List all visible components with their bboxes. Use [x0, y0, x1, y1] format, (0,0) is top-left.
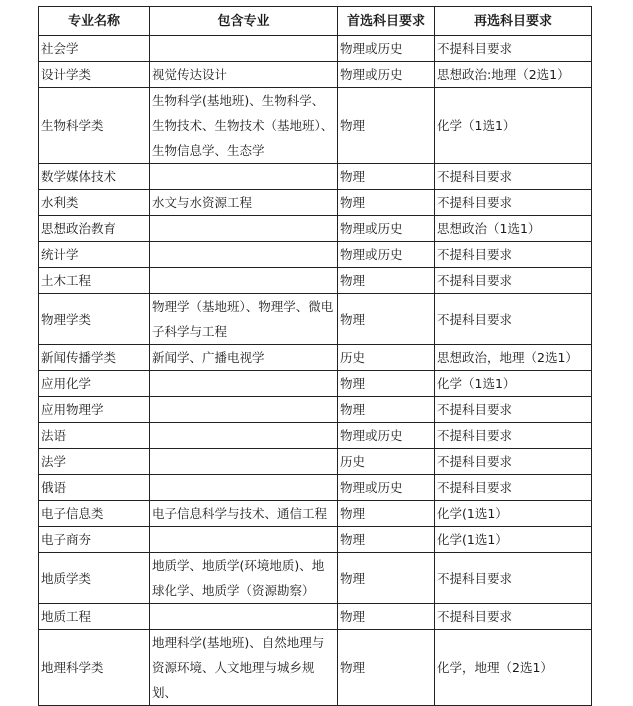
included-majors-cell: 地理科学(基地班)、自然地理与资源环境、人文地理与城乡规划、	[150, 630, 338, 706]
first-subject-cell: 物理	[338, 88, 435, 164]
second-subject-cell: 化学(1选1）	[435, 501, 592, 527]
major-name-cell: 新闻传播学类	[39, 345, 150, 371]
major-name-cell: 数学媒体技术	[39, 164, 150, 190]
first-subject-cell: 物理	[338, 604, 435, 630]
major-name-cell: 统计学	[39, 242, 150, 268]
first-subject-cell: 物理	[338, 553, 435, 604]
first-subject-cell: 物理	[338, 397, 435, 423]
major-name-cell: 设计学类	[39, 62, 150, 88]
major-name-cell: 法学	[39, 449, 150, 475]
second-subject-cell: 不提科目要求	[435, 164, 592, 190]
included-majors-cell: 地质学、地质学(环境地质)、地球化学、地质学（资源勘察）	[150, 553, 338, 604]
included-majors-cell	[150, 604, 338, 630]
header-second-subject: 再选科目要求	[435, 7, 592, 36]
major-name-cell: 地质学类	[39, 553, 150, 604]
first-subject-cell: 物理	[338, 630, 435, 706]
included-majors-cell	[150, 164, 338, 190]
table-row	[39, 423, 592, 449]
first-subject-cell: 物理或历史	[338, 423, 435, 449]
table-row	[39, 553, 592, 604]
table-row	[39, 449, 592, 475]
included-majors-cell: 生物科学(基地班)、生物科学、生物技术、生物技术（基地班）、生物信息学、生态学	[150, 88, 338, 164]
second-subject-cell: 思想政治（1选1）	[435, 216, 592, 242]
major-name-cell: 电子信息类	[39, 501, 150, 527]
included-majors-cell	[150, 242, 338, 268]
major-name-cell: 社会学	[39, 36, 150, 62]
included-majors-cell	[150, 527, 338, 553]
second-subject-cell: 不提科目要求	[435, 604, 592, 630]
second-subject-cell: 不提科目要求	[435, 242, 592, 268]
major-name-cell: 地理科学类	[39, 630, 150, 706]
header-first-subject: 首选科目要求	[338, 7, 435, 36]
included-majors-cell	[150, 449, 338, 475]
second-subject-cell: 不提科目要求	[435, 36, 592, 62]
major-name-cell: 应用物理学	[39, 397, 150, 423]
table-row	[39, 88, 592, 164]
table-header-row	[39, 7, 592, 36]
table-row	[39, 397, 592, 423]
first-subject-cell: 物理	[338, 294, 435, 345]
included-majors-cell: 物理学（基地班）、物理学、微电子科学与工程	[150, 294, 338, 345]
first-subject-cell: 物理	[338, 501, 435, 527]
second-subject-cell: 化学，地理（2选1）	[435, 630, 592, 706]
first-subject-cell: 物理或历史	[338, 242, 435, 268]
first-subject-cell: 物理或历史	[338, 62, 435, 88]
first-subject-cell: 历史	[338, 345, 435, 371]
table-row	[39, 164, 592, 190]
major-requirements-table	[38, 6, 592, 706]
table-row	[39, 501, 592, 527]
table-row	[39, 294, 592, 345]
included-majors-cell	[150, 397, 338, 423]
table-row	[39, 604, 592, 630]
first-subject-cell: 历史	[338, 449, 435, 475]
major-name-cell: 应用化学	[39, 371, 150, 397]
major-name-cell: 思想政治教育	[39, 216, 150, 242]
table-row	[39, 62, 592, 88]
first-subject-cell: 物理或历史	[338, 216, 435, 242]
included-majors-cell	[150, 475, 338, 501]
major-name-cell: 水利类	[39, 190, 150, 216]
table-row	[39, 190, 592, 216]
second-subject-cell: 不提科目要求	[435, 475, 592, 501]
included-majors-cell: 新闻学、广播电视学	[150, 345, 338, 371]
major-name-cell: 俄语	[39, 475, 150, 501]
first-subject-cell: 物理	[338, 371, 435, 397]
major-name-cell: 生物科学类	[39, 88, 150, 164]
table-row	[39, 527, 592, 553]
included-majors-cell: 视觉传达设计	[150, 62, 338, 88]
table-row	[39, 475, 592, 501]
first-subject-cell: 物理	[338, 164, 435, 190]
first-subject-cell: 物理	[338, 190, 435, 216]
second-subject-cell: 化学（1选1）	[435, 88, 592, 164]
second-subject-cell: 不提科目要求	[435, 553, 592, 604]
major-name-cell: 法语	[39, 423, 150, 449]
table-row	[39, 216, 592, 242]
included-majors-cell	[150, 216, 338, 242]
second-subject-cell: 不提科目要求	[435, 397, 592, 423]
second-subject-cell: 化学(1选1）	[435, 527, 592, 553]
second-subject-cell: 不提科目要求	[435, 190, 592, 216]
included-majors-cell: 水文与水资源工程	[150, 190, 338, 216]
major-name-cell: 土木工程	[39, 268, 150, 294]
first-subject-cell: 物理	[338, 527, 435, 553]
first-subject-cell: 物理或历史	[338, 36, 435, 62]
header-included-majors: 包含专业	[150, 7, 338, 36]
second-subject-cell: 不提科目要求	[435, 268, 592, 294]
second-subject-cell: 化学（1选1）	[435, 371, 592, 397]
second-subject-cell: 思想政治，地理（2选1）	[435, 345, 592, 371]
included-majors-cell: 电子信息科学与技术、通信工程	[150, 501, 338, 527]
major-name-cell: 地质工程	[39, 604, 150, 630]
included-majors-cell	[150, 371, 338, 397]
header-major-name: 专业名称	[39, 7, 150, 36]
second-subject-cell: 不提科目要求	[435, 423, 592, 449]
included-majors-cell	[150, 36, 338, 62]
second-subject-cell: 思想政治:地理（2选1）	[435, 62, 592, 88]
table-row	[39, 630, 592, 706]
included-majors-cell	[150, 423, 338, 449]
major-name-cell: 电子商夯	[39, 527, 150, 553]
included-majors-cell	[150, 268, 338, 294]
table-row	[39, 242, 592, 268]
first-subject-cell: 物理或历史	[338, 475, 435, 501]
table-row	[39, 268, 592, 294]
major-name-cell: 物理学类	[39, 294, 150, 345]
table-row	[39, 36, 592, 62]
table-row	[39, 345, 592, 371]
second-subject-cell: 不提科目要求	[435, 449, 592, 475]
table-row	[39, 371, 592, 397]
second-subject-cell: 不提科目要求	[435, 294, 592, 345]
first-subject-cell: 物理	[338, 268, 435, 294]
